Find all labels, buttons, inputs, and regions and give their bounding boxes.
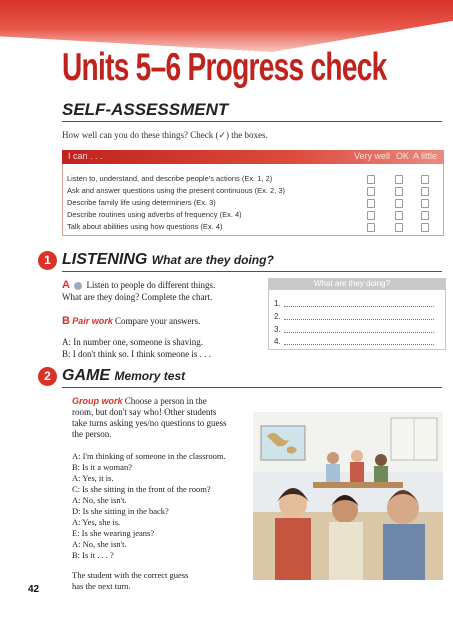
game-rule — [62, 387, 442, 388]
pair-work-label: Pair work — [72, 316, 113, 326]
game-subtitle: Memory test — [114, 369, 186, 383]
checkbox-a-little-2[interactable] — [421, 187, 429, 196]
game-dialog-4: C: Is she sitting in the front of the room? — [72, 484, 211, 494]
checkbox-ok-2[interactable] — [395, 187, 403, 196]
part-a-text-1: Listen to people do different things. — [86, 280, 216, 290]
game-intro-2: room, but don't say who! Other students — [72, 407, 217, 417]
checkbox-very-well-2[interactable] — [367, 187, 375, 196]
game-dialog-10: B: Is it . . . ? — [72, 550, 114, 560]
page-number: 42 — [28, 584, 40, 595]
game-closing-1: The student with the correct guess — [72, 570, 189, 580]
checkbox-a-little-1[interactable] — [421, 175, 429, 184]
checkbox-very-well-5[interactable] — [367, 223, 375, 232]
checkbox-ok-5[interactable] — [395, 223, 403, 232]
col-i-can: I can . . . — [68, 151, 103, 161]
checkbox-a-little-5[interactable] — [421, 223, 429, 232]
game-intro-4: the person. — [72, 429, 112, 439]
checkbox-a-little-3[interactable] — [421, 199, 429, 208]
col-very-well: Very well — [354, 151, 391, 161]
assessment-row-4: Describe routines using adverbs of frequency (Ex. 4) — [67, 210, 242, 219]
game-dialog-5: A: No, she isn't. — [72, 495, 127, 505]
listening-title: LISTENING — [62, 251, 148, 268]
listening-dialog-1: A: In number one, someone is shaving. — [62, 337, 203, 347]
checkbox-very-well-3[interactable] — [367, 199, 375, 208]
assessment-row-5: Talk about abilities using how questions (Ex. 4) — [67, 222, 223, 231]
listening-heading — [62, 251, 274, 269]
answer-chart-title: What are they doing? — [314, 279, 391, 288]
listening-subtitle: What are they doing? — [151, 253, 274, 267]
chart-answer-line-4[interactable] — [284, 338, 434, 345]
classroom-illustration — [253, 412, 443, 580]
game-dialog-8: E: Is she wearing jeans? — [72, 528, 155, 538]
game-closing-2: has the next turn. — [72, 581, 131, 591]
part-b-line — [62, 315, 200, 327]
part-b-text: Compare your answers. — [114, 316, 201, 326]
game-dialog-1: A: I'm thinking of someone in the classroom. — [72, 451, 226, 461]
checkbox-a-little-4[interactable] — [421, 211, 429, 220]
assessment-row-1: Listen to, understand, and describe people's actions (Ex. 1, 2) — [67, 174, 273, 183]
checkbox-ok-3[interactable] — [395, 199, 403, 208]
assessment-row-2: Ask and answer questions using the present continuous (Ex. 2, 3) — [67, 186, 286, 195]
checkbox-very-well-4[interactable] — [367, 211, 375, 220]
game-dialog-2: B: Is it a woman? — [72, 462, 132, 472]
game-dialog-6: D: Is she sitting in the back? — [72, 506, 169, 516]
chart-line-label-2: 2. — [274, 312, 281, 321]
chart-line-label-3: 3. — [274, 325, 281, 334]
chart-answer-line-2[interactable] — [284, 313, 434, 320]
game-dialog-9: A: No, she isn't. — [72, 539, 127, 549]
part-a-line-1 — [62, 279, 215, 291]
checkbox-very-well-1[interactable] — [367, 175, 375, 184]
assessment-row-3: Describe family life using determiners (Ex. 3) — [67, 198, 216, 207]
heading-rule — [62, 121, 442, 122]
checkbox-ok-4[interactable] — [395, 211, 403, 220]
section-number-2: 2 — [38, 367, 57, 386]
game-heading — [62, 367, 185, 385]
chart-line-label-4: 4. — [274, 337, 281, 346]
top-banner — [0, 0, 453, 52]
game-intro-1 — [72, 396, 207, 406]
chart-answer-line-3[interactable] — [284, 326, 434, 333]
group-work-label: Group work — [72, 396, 123, 406]
part-a-text-2: What are they doing? Complete the chart. — [62, 292, 213, 302]
self-assessment-heading: SELF-ASSESSMENT — [62, 100, 229, 119]
answer-chart-header — [268, 278, 446, 290]
part-a-letter: A — [62, 279, 70, 291]
listening-dialog-2: B: I don't think so. I think someone is . . . — [62, 349, 211, 359]
section-number-1: 1 — [38, 251, 57, 270]
instructions: How well can you do these things? Check (✓) the boxes. — [62, 130, 268, 140]
game-title: GAME — [62, 367, 110, 384]
audio-icon[interactable] — [74, 282, 82, 290]
game-dialog-3: A: Yes, it is. — [72, 473, 114, 483]
chart-answer-line-1[interactable] — [284, 300, 434, 307]
col-ok: OK — [396, 151, 410, 161]
self-assessment-header — [62, 150, 444, 164]
game-dialog-7: A: Yes, she is. — [72, 517, 121, 527]
game-intro-text-1: Choose a person in the — [124, 396, 207, 406]
game-intro-3: take turns asking yes/no questions to guess — [72, 418, 227, 428]
col-a-little: A little — [413, 151, 438, 161]
chart-line-label-1: 1. — [274, 299, 281, 308]
listening-rule — [62, 271, 442, 272]
part-b-letter: B — [62, 315, 70, 327]
page-title: Units 5–6 Progress check — [62, 46, 387, 89]
checkbox-ok-1[interactable] — [395, 175, 403, 184]
